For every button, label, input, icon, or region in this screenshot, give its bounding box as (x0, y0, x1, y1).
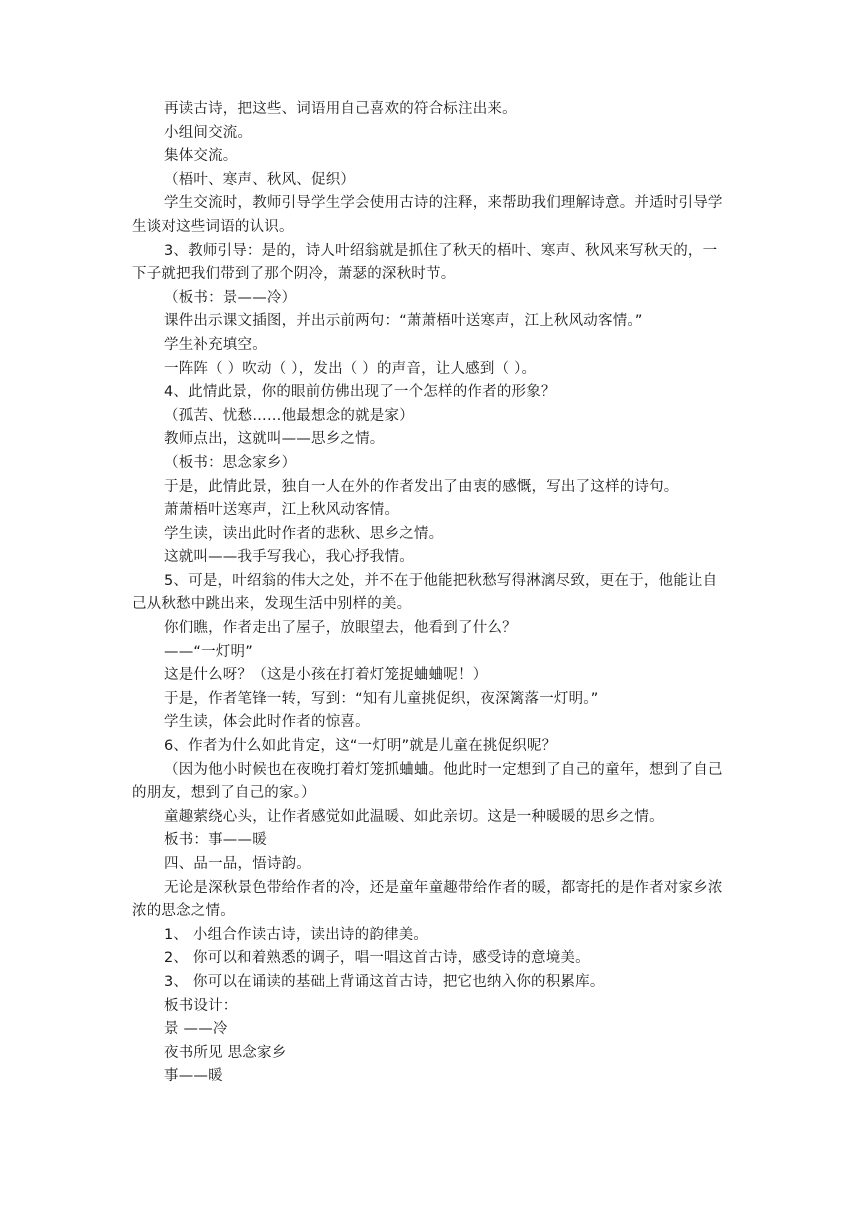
document-body (132, 98, 732, 1089)
paragraph: 事——暖 (164, 1068, 223, 1085)
paragraph: 无论是深秋景色带给作者的冷，还是童年童趣带给作者的暖，都寄托的是作者对家乡浓浓的思念之情。 (132, 879, 723, 920)
paragraph: （孤苦、忧愁……他最想念的就是家） (164, 407, 414, 424)
paragraph: 3、 你可以在诵读的基础上背诵这首古诗，把它也纳入你的积累库。 (164, 973, 605, 990)
paragraph: 萧萧梧叶送寒声，江上秋风动客情。 (164, 502, 400, 519)
paragraph: 5、可是，叶绍翁的伟大之处，并不在于他能把秋愁写得淋漓尽致，更在于，他能让自己从秋愁中跳出来，发现生活中别样的美。 (132, 572, 718, 613)
paragraph: 景 ——冷 (164, 1021, 228, 1038)
paragraph: （因为他小时候也在夜晚打着灯笼抓蛐蛐。他此时一定想到了自己的童年，想到了自己的朋友，想到了自己的家。） (132, 761, 723, 802)
paragraph: 再读古诗，把这些、词语用自己喜欢的符合标注出来。 (164, 101, 517, 117)
paragraph: 学生读，读出此时作者的悲秋、思乡之情。 (164, 525, 444, 542)
paragraph: 课件出示课文插图，并出示前两句：“萧萧梧叶送寒声，江上秋风动客情。” (164, 313, 643, 330)
paragraph: 四、品一品，悟诗韵。 (164, 856, 311, 872)
paragraph: 1、 小组合作读古诗，读出诗的韵律美。 (164, 926, 429, 943)
paragraph: （板书：景——冷） (164, 289, 297, 306)
paragraph: 3、教师引导：是的，诗人叶绍翁就是抓住了秋天的梧叶、寒声、秋风来写秋天的，一下子就把我们带到了那个阴冷，萧瑟的深秋时节。 (132, 242, 718, 283)
paragraph: 板书设计： (164, 997, 238, 1014)
paragraph: 这是什么呀？（这是小孩在打着灯笼捉蛐蛐呢！） (164, 667, 488, 684)
paragraph: ——“一灯明” (164, 643, 253, 660)
paragraph: 小组间交流。 (164, 124, 253, 141)
paragraph: 集体交流。 (164, 148, 238, 165)
paragraph: 教师点出，这就叫——思乡之情。 (164, 431, 385, 448)
paragraph: 于是，此情此景，独自一人在外的作者发出了由衷的感慨，写出了这样的诗句。 (164, 478, 679, 495)
paragraph: 童趣萦绕心头，让作者感觉如此温暖、如此亲切。这是一种暖暖的思乡之情。 (164, 808, 664, 825)
paragraph: 你们瞧，作者走出了屋子，放眼望去，他看到了什么？ (164, 620, 517, 637)
paragraph: 学生补充填空。 (164, 336, 267, 353)
paragraph: 夜书所见 思念家乡 (164, 1044, 287, 1061)
paragraph: 4、此情此景，你的眼前仿佛出现了一个怎样的作者的形象？ (164, 384, 556, 401)
paragraph: 于是，作者笔锋一转，写到：“知有儿童挑促织，夜深篱落一灯明。” (164, 690, 599, 707)
paragraph: 2、 你可以和着熟悉的调子，唱一唱这首古诗，感受诗的意境美。 (164, 950, 590, 967)
paragraph: 一阵阵（ ）吹动（ ），发出（ ）的声音，让人感到（ ）。 (164, 360, 537, 377)
paragraph: 这就叫——我手写我心，我心抒我情。 (164, 549, 414, 566)
paragraph: 6、作者为什么如此肯定，这“一灯明”就是儿童在挑促织呢？ (164, 738, 557, 755)
paragraph: （板书：思念家乡） (164, 454, 297, 471)
paragraph: 学生交流时，教师引导学生学会使用古诗的注释，来帮助我们理解诗意。并适时引导学生谈对这些词语的认识。 (132, 195, 723, 235)
paragraph: （梧叶、寒声、秋风、促织） (164, 171, 356, 188)
paragraph: 板书：事——暖 (164, 832, 267, 849)
paragraph: 学生读，体会此时作者的惊喜。 (164, 714, 370, 731)
